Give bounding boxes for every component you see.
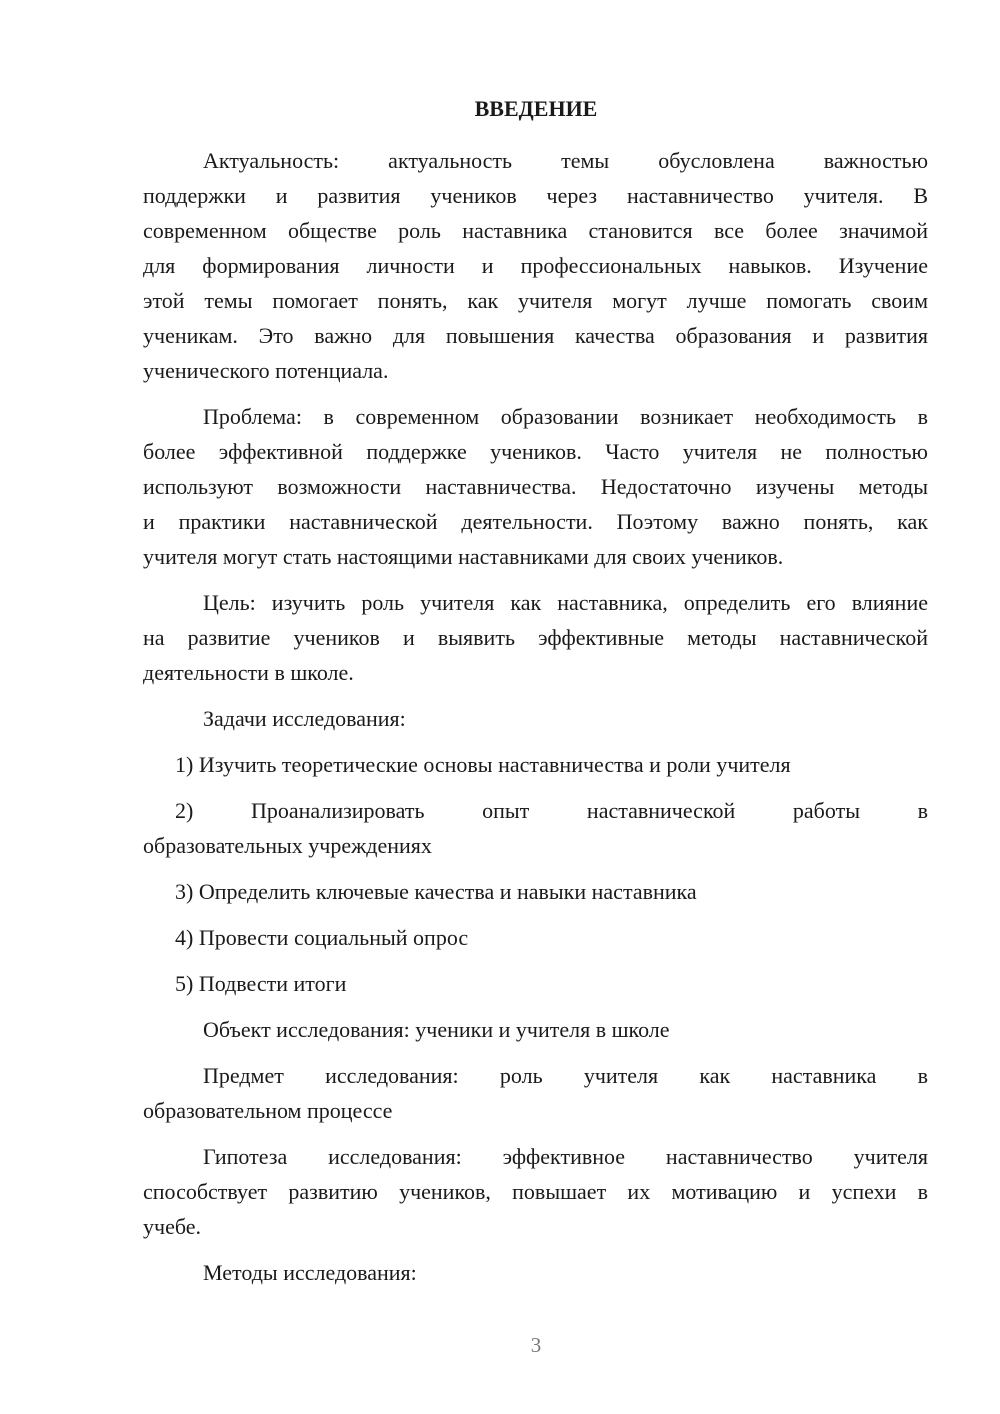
paragraph bbox=[143, 1012, 928, 1047]
text-line: и практики наставнической деятельности. Поэтому важно понять, как bbox=[143, 509, 928, 534]
text-line: используют возможности наставничества. Недостаточно изучены методы bbox=[143, 474, 928, 499]
text-line: Актуальность: актуальность темы обусловлена важностью bbox=[203, 148, 928, 173]
paragraph bbox=[143, 143, 928, 388]
list-item bbox=[143, 920, 928, 955]
text-line: Предмет исследования: роль учителя как наставника в bbox=[203, 1063, 928, 1088]
text-line: современном обществе роль наставника становится все более значимой bbox=[143, 218, 928, 243]
paragraph bbox=[143, 585, 928, 690]
text-line: ученического потенциала. bbox=[143, 358, 389, 383]
text-line: образовательных учреждениях bbox=[143, 833, 432, 858]
text-line: образовательном процессе bbox=[143, 1098, 393, 1123]
text-line: поддержки и развития учеников через наставничество учителя. В bbox=[143, 183, 928, 208]
text-line: Проблема: в современном образовании возникает необходимость в bbox=[203, 404, 928, 429]
text-line: 4) Провести социальный опрос bbox=[175, 925, 469, 950]
paragraph bbox=[143, 399, 928, 574]
list-item bbox=[143, 966, 928, 1001]
paragraph bbox=[143, 1139, 928, 1244]
text-line: на развитие учеников и выявить эффективные методы наставнической bbox=[143, 625, 928, 650]
text-line: Объект исследования: ученики и учителя в школе bbox=[203, 1017, 670, 1042]
text-line: учителя могут стать настоящими наставниками для своих учеников. bbox=[143, 544, 784, 569]
text-line: 1) Изучить теоретические основы наставничества и роли учителя bbox=[175, 752, 791, 777]
text-line: деятельности в школе. bbox=[143, 660, 354, 685]
text-line: для формирования личности и профессиональных навыков. Изучение bbox=[143, 253, 928, 278]
paragraph bbox=[143, 701, 928, 736]
text-line: 5) Подвести итоги bbox=[175, 971, 347, 996]
section-title: ВВЕДЕНИЕ bbox=[474, 96, 598, 121]
text-line: более эффективной поддержке учеников. Часто учителя не полностью bbox=[143, 439, 928, 464]
text-line: Цель: изучить роль учителя как наставника, определить его влияние bbox=[203, 590, 928, 615]
list-item bbox=[143, 874, 928, 909]
text-line: 3) Определить ключевые качества и навыки наставника bbox=[175, 879, 697, 904]
text-line: способствует развитию учеников, повышает их мотивацию и успехи в bbox=[143, 1179, 928, 1204]
text-line: ученикам. Это важно для повышения качества образования и развития bbox=[143, 323, 928, 348]
paragraph bbox=[143, 1255, 928, 1290]
body-text bbox=[143, 143, 928, 1301]
text-line: учебе. bbox=[143, 1214, 201, 1239]
text-line: 2) Проанализировать опыт наставнической работы в bbox=[175, 798, 928, 823]
text-line: Методы исследования: bbox=[203, 1260, 417, 1285]
text-line: Задачи исследования: bbox=[203, 706, 406, 731]
text-line: Гипотеза исследования: эффективное наставничество учителя bbox=[203, 1144, 928, 1169]
list-item bbox=[143, 793, 928, 863]
list-item bbox=[143, 747, 928, 782]
paragraph bbox=[143, 1058, 928, 1128]
text-line: этой темы помогает понять, как учителя могут лучше помогать своим bbox=[143, 288, 928, 313]
page-number: 3 bbox=[530, 1333, 542, 1357]
